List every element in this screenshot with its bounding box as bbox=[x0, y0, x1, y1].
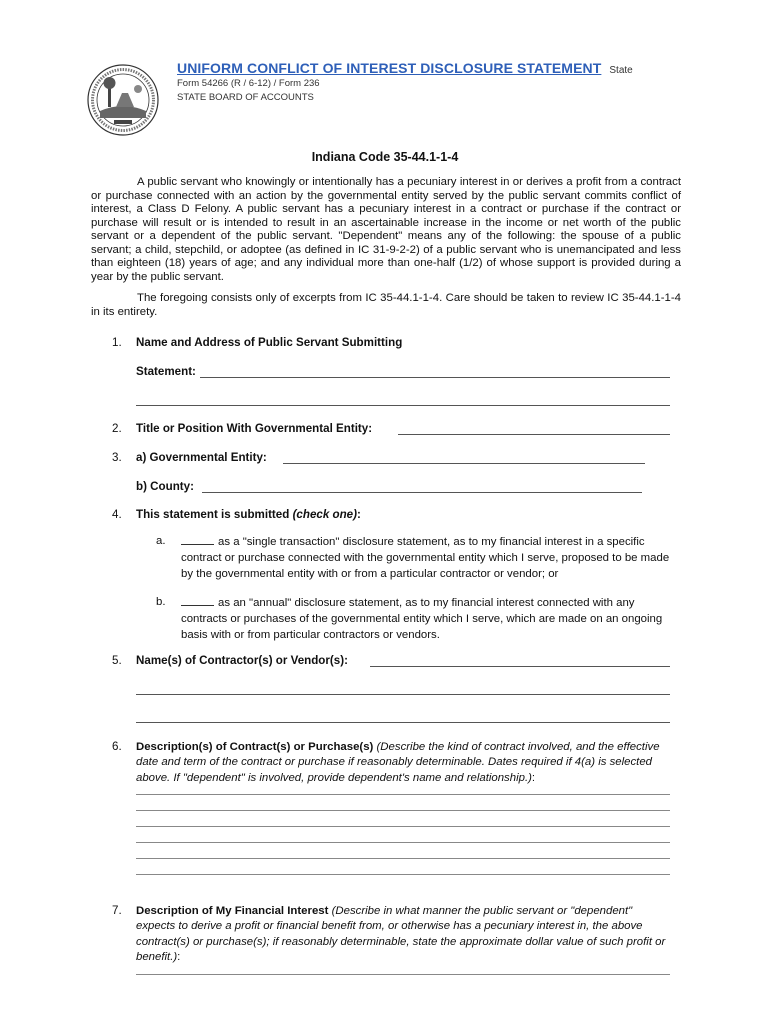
option-a-text bbox=[181, 534, 671, 582]
item-7-colon: : bbox=[177, 951, 181, 964]
item-3-number: 3. bbox=[112, 451, 122, 464]
contract-description-line-3[interactable] bbox=[136, 826, 670, 827]
option-b-letter: b. bbox=[156, 596, 166, 608]
intro-paragraph-2: The foregoing consists only of excerpts from IC 35-44.1-1-4. Care should be taken to review IC 35-44.1-1-4 in its entirety. bbox=[91, 292, 681, 318]
item-1-number: 1. bbox=[112, 336, 122, 349]
item-6-colon: : bbox=[531, 771, 536, 784]
form-title: UNIFORM CONFLICT OF INTEREST DISCLOSURE STATEMENT bbox=[177, 60, 602, 76]
option-b-text bbox=[181, 595, 671, 643]
item-2-label: Title or Position With Governmental Entity: bbox=[136, 422, 373, 435]
item-4-label-text: This statement is submitted bbox=[136, 508, 290, 521]
item-4-label bbox=[136, 508, 361, 521]
form-number: Form 54266 (R / 6-12) / Form 236 bbox=[177, 78, 320, 89]
contract-description-line-1[interactable] bbox=[136, 794, 670, 795]
item-5-number: 5. bbox=[112, 654, 122, 667]
item-7-label: Description of My Financial Interest bbox=[136, 905, 329, 917]
item-4-colon: : bbox=[357, 508, 361, 521]
item-1-label: Name and Address of Public Servant Submitting bbox=[136, 336, 403, 349]
state-seal-image bbox=[86, 63, 160, 137]
public-servant-name-field[interactable] bbox=[200, 377, 670, 378]
contract-description-line-4[interactable] bbox=[136, 842, 670, 843]
financial-interest-line-1[interactable] bbox=[136, 974, 670, 975]
state-label: State bbox=[609, 65, 633, 76]
item-1-label-statement: Statement: bbox=[136, 365, 196, 378]
option-a-description: as a "single transaction" disclosure statement, as to my financial interest in a specific contract or purchase connected with the governmental entity which I serve, proposed to be made by the governmental entity with or from a particular contractor or vendor; or bbox=[181, 536, 670, 580]
item-6-number: 6. bbox=[112, 740, 122, 753]
item-6-text bbox=[136, 740, 671, 786]
item-6-instructions: (Describe the kind of contract involved, and the effective date and term of the contract or purchase if reasonably determinable. Dates required if 4(a) is selected above. If "dependent" is involved, provide dependent's name and relationship.) bbox=[136, 741, 660, 784]
county-field[interactable] bbox=[202, 492, 642, 493]
item-6-label: Description(s) of Contract(s) or Purchase(s) bbox=[136, 741, 374, 753]
item-7-text bbox=[136, 904, 671, 966]
item-2-number: 2. bbox=[112, 422, 122, 435]
contract-description-line-6[interactable] bbox=[136, 874, 670, 875]
item-3b-label: b) County: bbox=[136, 480, 194, 493]
public-servant-address-field[interactable] bbox=[136, 405, 670, 406]
item-3a-label: a) Governmental Entity: bbox=[136, 451, 267, 464]
item-4-label-check-one: (check one) bbox=[292, 508, 357, 521]
option-a-letter: a. bbox=[156, 535, 166, 547]
contract-description-line-5[interactable] bbox=[136, 858, 670, 859]
contractor-vendor-field-3[interactable] bbox=[136, 722, 670, 723]
item-7-instructions: (Describe in what manner the public servant or "dependent" expects to derive a profit or financial benefit from, or otherwise has a pecuniary interest in, the above contract(s) or purchase(s); if reasonably determinable, state the approximate dollar value of such profit or benefit.) bbox=[136, 905, 666, 964]
item-4-number: 4. bbox=[112, 508, 122, 521]
option-b-checkbox-blank[interactable] bbox=[181, 595, 214, 606]
board-name: STATE BOARD OF ACCOUNTS bbox=[177, 92, 314, 103]
contractor-vendor-field-2[interactable] bbox=[136, 694, 670, 695]
governmental-entity-field[interactable] bbox=[283, 463, 645, 464]
form-header bbox=[177, 60, 633, 104]
item-5-label: Name(s) of Contractor(s) or Vendor(s): bbox=[136, 654, 348, 667]
code-title: Indiana Code 35-44.1-1-4 bbox=[311, 150, 459, 164]
title-position-field[interactable] bbox=[398, 434, 670, 435]
option-a-checkbox-blank[interactable] bbox=[181, 534, 214, 545]
contractor-vendor-field-1[interactable] bbox=[370, 666, 670, 667]
contract-description-line-2[interactable] bbox=[136, 810, 670, 811]
intro-paragraph-1: A public servant who knowingly or intentionally has a pecuniary interest in or derives a profit from a contract or purchase connected with an action by the governmental entity served by the public servant commits conflict of interest, a Class D Felony. A public servant has a pecuniary interest in a contract or purchase if the contract or purchase will result or is intended to result in an ascertainable increase in the income or net worth of the public servant or a dependent of the public servant. "Dependent" means any of the following: the spouse of a public servant; a child, stepchild, or adoptee (as defined in IC 31-9-2-2) of a public servant who is unemancipated and less than eighteen (18) years of age; and any individual more than one-half (1/2) of whose support is provided during a year by the public servant. bbox=[91, 176, 681, 283]
item-7-number: 7. bbox=[112, 904, 122, 917]
option-b-description: as an "annual" disclosure statement, as to my financial interest connected with any contracts or purchases of the governmental entity which I serve, which are made on an ongoing basis with or from particular contractors or vendors. bbox=[181, 597, 663, 641]
